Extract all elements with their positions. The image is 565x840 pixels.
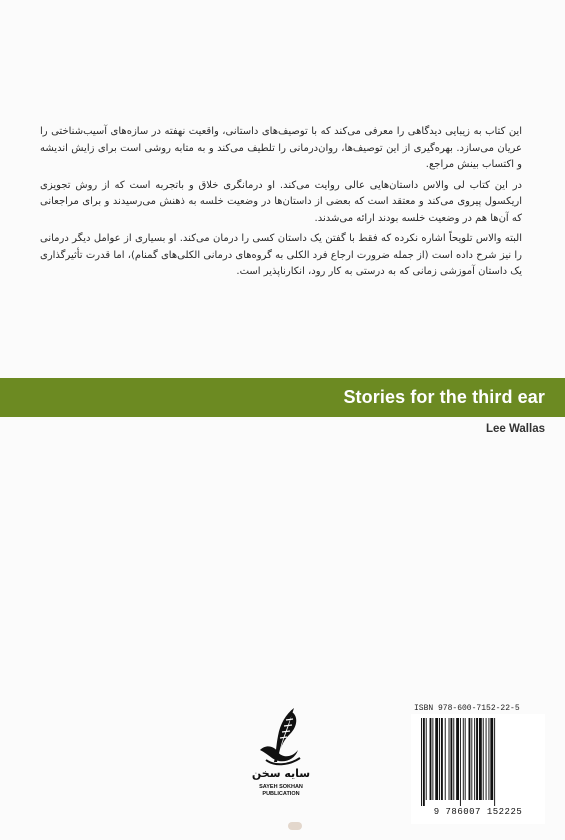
publisher-name-en-2: PUBLICATION [262,791,300,797]
blurb-paragraph-3: البته والاس تلویحاً اشاره نکرده که فقط با گفتن یک داستان کسی را درمان می‌کند. او بسیاری از عوامل دیگر درمانی را نیز شرح داده است (از جمله ضرورت ارجاع فرد الکلی به گروه‌های درمانی الکلی‌های گمنام)، اما قدرت تأثیرگذاری یک داستان آموزشی زمانی که به درستی به کار رود، انکارناپذیر است. [40,233,522,277]
barcode-box [411,714,545,824]
feather-pen-icon [246,706,316,768]
blurb-paragraph-2: در این کتاب لی والاس داستان‌هایی عالی روایت می‌کند. او درمانگری خلاق و باتجربه است که از روش تجویزی اریکسول پیروی می‌کند و معتقد است که بعضی از داستان‌ها در وضعیت خلسه به ذهنش می‌رسیدند و برای مراجعانی که آن‌ها هم در وضعیت خلسه بودند ارائه می‌شدند. [40,179,522,224]
book-title: Stories for the third ear [343,387,545,407]
isbn-label: ISBN 978-600-7152-22-5 [414,704,520,713]
publisher-name-fa: سایه سخن [251,767,311,780]
publisher-logo [246,706,316,806]
author-name: Lee Wallas [485,423,545,435]
barcode-number: 9 786007 152225 [433,807,523,817]
publisher-name-en: SAYEH SOKHAN [259,784,303,790]
back-cover-blurb [40,124,522,285]
title-band [0,378,565,417]
blurb-paragraph-1: این کتاب به زیبایی دیدگاهی را معرفی می‌کند که با توصیف‌های داستانی، واقعیت نهفته در سازه‌های آسیب‌شناختی را عریان می‌سازد. بهره‌گیری از این توصیف‌ها، روان‌درمانی را تلطیف می‌کند و به متابه روشی است برای زایش اندیشه و اکتساب بینش مراجع. [40,126,522,170]
cover-smudge [288,822,302,830]
barcode [419,718,539,806]
